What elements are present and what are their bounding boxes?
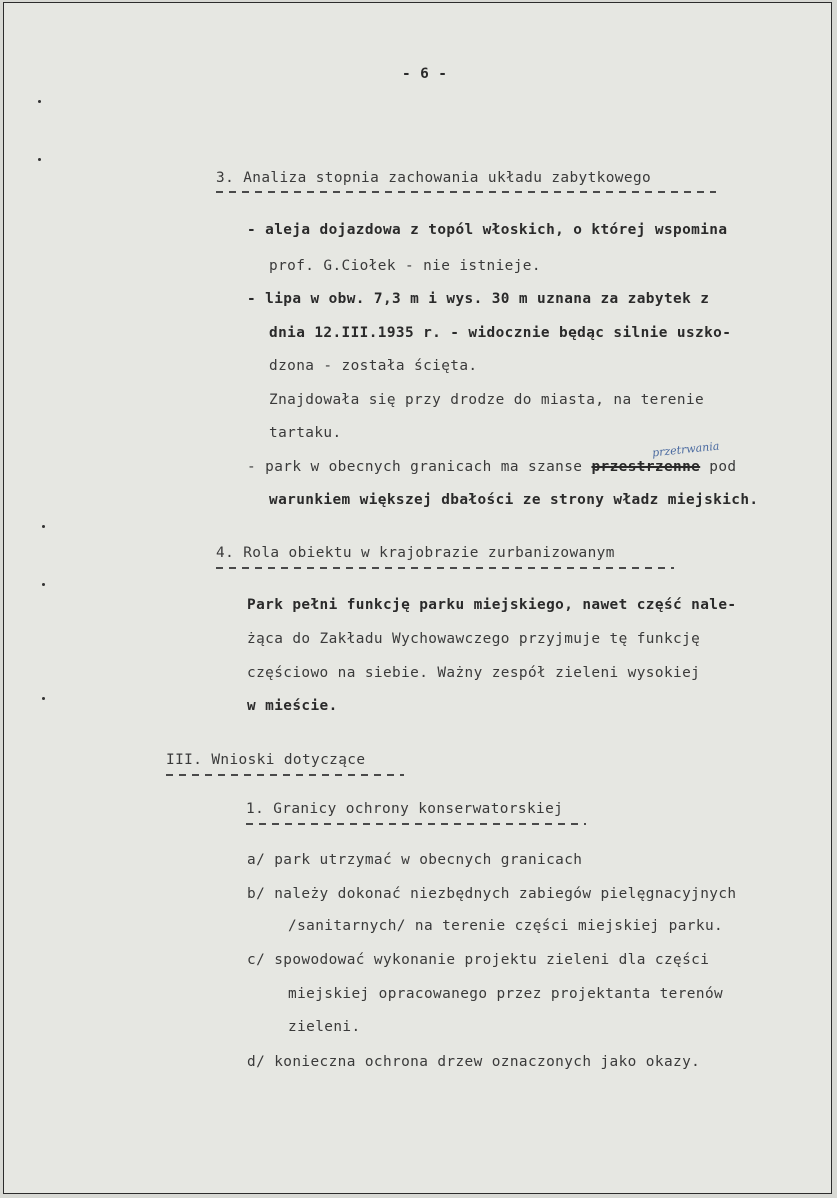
- text-line: tartaku.: [269, 425, 342, 441]
- section-3-heading: 3. Analiza stopnia zachowania układu zabytkowego: [216, 170, 652, 186]
- page-number: - 6 -: [402, 66, 448, 82]
- heading-underline: [166, 774, 404, 776]
- handwritten-correction: przetrwania: [651, 439, 720, 460]
- text-line: Znajdowała się przy drodze do miasta, na terenie: [269, 392, 705, 408]
- heading-underline: [216, 191, 716, 193]
- list-item: a/ park utrzymać w obecnych granicach: [247, 852, 583, 868]
- text-line: częściowo na siebie. Ważny zespół zieleni wysokiej: [247, 665, 701, 681]
- text-line: - aleja dojazdowa z topól włoskich, o której wspomina: [247, 222, 728, 238]
- text-line: dnia 12.III.1935 r. - widocznie będąc silnie uszko-: [269, 325, 732, 341]
- list-item: zieleni.: [288, 1019, 361, 1035]
- margin-mark: [42, 697, 45, 700]
- struck-word: przestrzenne: [591, 459, 701, 475]
- text-line: warunkiem większej dbałości ze strony władz miejskich.: [269, 492, 759, 508]
- text-line: prof. G.Ciołek - nie istnieje.: [269, 258, 541, 274]
- heading-underline: [246, 823, 586, 825]
- text-line: dzona - została ścięta.: [269, 358, 478, 374]
- text-line: żąca do Zakładu Wychowawczego przyjmuje tę funkcję: [247, 631, 701, 647]
- list-item: miejskiej opracowanego przez projektanta terenów: [288, 986, 724, 1002]
- margin-mark: [42, 525, 45, 528]
- document-page: [3, 2, 832, 1194]
- text-line-park: [247, 458, 736, 476]
- text-line: w mieście.: [247, 698, 338, 714]
- park-suffix: pod: [700, 459, 737, 475]
- heading-underline: [216, 567, 674, 569]
- section-iii-heading: III. Wnioski dotyczące: [166, 752, 366, 768]
- list-item: /sanitarnych/ na terenie części miejskiej parku.: [288, 918, 724, 934]
- margin-mark: [38, 158, 41, 161]
- park-prefix: - park w obecnych granicach ma szanse: [247, 459, 592, 475]
- subheading: 1. Granicy ochrony konserwatorskiej: [246, 801, 564, 817]
- text-line: - lipa w obw. 7,3 m i wys. 30 m uznana za zabytek z: [247, 291, 710, 307]
- list-item: d/ konieczna ochrona drzew oznaczonych jako okazy.: [247, 1054, 701, 1070]
- list-item: c/ spowodować wykonanie projektu zieleni dla części: [247, 952, 710, 968]
- section-4-heading: 4. Rola obiektu w krajobrazie zurbanizowanym: [216, 545, 615, 561]
- list-item: b/ należy dokonać niezbędnych zabiegów pielęgnacyjnych: [247, 886, 737, 902]
- margin-mark: [38, 100, 41, 103]
- margin-mark: [42, 583, 45, 586]
- text-line: Park pełni funkcję parku miejskiego, nawet część nale-: [247, 597, 737, 613]
